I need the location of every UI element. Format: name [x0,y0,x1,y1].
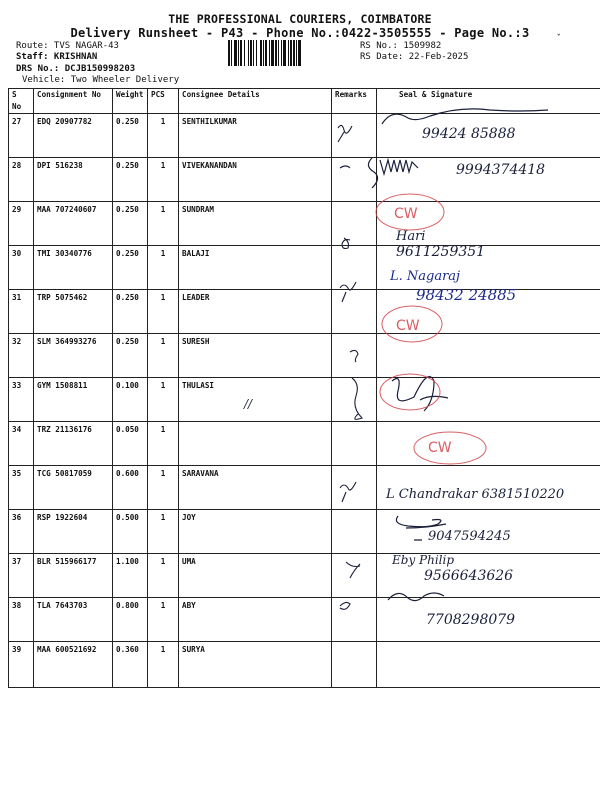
route-label: Route: TVS NAGAR-43 [16,41,119,51]
cell-consignment-no: GYM 1508811 [34,378,113,422]
cell-sno: 39 [9,642,34,688]
cell-weight: 0.250 [113,114,148,158]
hw-number-30: 9611259351 [396,244,486,260]
cell-pcs: 1 [148,466,179,510]
cell-seal-signature [377,334,600,378]
company-name: THE PROFESSIONAL COURIERS, COIMBATORE [168,12,432,26]
cell-sno: 31 [9,290,34,334]
drs-number: DRS No.: DCJB150998203 [16,64,136,74]
hw-name-30: Hari [396,229,426,244]
runsheet-title: Delivery Runsheet - P43 - Phone No.:0422-3505555 - Page No.:3 [70,26,530,40]
barcode-bar [301,40,302,66]
cell-seal-signature [377,422,600,466]
cell-pcs: 1 [148,554,179,598]
cell-remarks [332,334,377,378]
cell-remarks [332,202,377,246]
cell-consignment-no: MAA 600521692 [34,642,113,688]
table-row [9,422,600,466]
cell-seal-signature [377,510,600,554]
runsheet-table [8,88,600,688]
cell-remarks [332,378,377,422]
cell-consignee: SENTHILKUMAR [179,114,332,158]
col-header-weight: Weight [113,89,148,114]
cell-sno: 28 [9,158,34,202]
table-row [9,554,600,598]
cell-pcs: 1 [148,422,179,466]
cell-consignment-no: TMI 30340776 [34,246,113,290]
cell-consignee: JOY [179,510,332,554]
tick-mark-icon: ˇ [556,34,562,44]
cell-remarks [332,290,377,334]
cell-consignee: ABY [179,598,332,642]
cell-weight: 0.250 [113,290,148,334]
cell-seal-signature [377,246,600,290]
table-row [9,378,600,422]
cell-consignment-no: DPI 516238 [34,158,113,202]
cell-seal-signature [377,378,600,422]
barcode-image [228,40,356,66]
col-header-remarks: Remarks [332,89,377,114]
cell-sno: 29 [9,202,34,246]
table-row [9,202,600,246]
cell-remarks [332,510,377,554]
cell-remarks [332,246,377,290]
cell-sno: 37 [9,554,34,598]
hw-name-31: L. Nagaraj [390,269,461,284]
hw-number-31: 98432 24885 [416,286,517,304]
cell-remarks [332,158,377,202]
cell-seal-signature [377,554,600,598]
cell-sno: 35 [9,466,34,510]
hw-number-38: 9566643626 [424,568,514,584]
cell-consignment-no: TRZ 21136176 [34,422,113,466]
cell-seal-signature [377,598,600,642]
rs-number: RS No.: 1509982 [360,41,442,51]
cell-consignment-no: TCG 50817059 [34,466,113,510]
cell-seal-signature [377,202,600,246]
cell-consignee: LEADER [179,290,332,334]
table-header-row [9,89,600,114]
cell-weight: 0.800 [113,598,148,642]
cell-pcs: 1 [148,202,179,246]
vehicle-label: Vehicle: Two Wheeler Delivery [22,75,180,85]
cell-sno: 38 [9,598,34,642]
stamp-text-32: CW [396,318,420,334]
rs-date: RS Date: 22-Feb-2025 [360,52,469,62]
table-row [9,290,600,334]
cell-sno: 36 [9,510,34,554]
table-row [9,642,600,688]
cell-weight: 0.360 [113,642,148,688]
cell-consignment-no: RSP 1922604 [34,510,113,554]
hw-number-28: 9994374418 [456,162,546,178]
cell-consignment-no: TRP 5075462 [34,290,113,334]
hw-name-38: Eby Philip [392,553,455,567]
cell-weight: 0.250 [113,334,148,378]
table-row [9,334,600,378]
table-row [9,466,600,510]
staff-label: Staff: KRISHNAN [16,52,98,62]
cell-remarks [332,554,377,598]
cell-sno: 30 [9,246,34,290]
cell-consignee: VIVEKANANDAN [179,158,332,202]
hw-number-37: 9047594245 [428,529,511,544]
col-header-consignment: Consignment No [34,89,113,114]
cell-weight: 0.250 [113,246,148,290]
cell-sno: 34 [9,422,34,466]
cell-pcs: 1 [148,246,179,290]
cell-pcs: 1 [148,378,179,422]
cell-weight: 1.100 [113,554,148,598]
cell-weight: 0.250 [113,202,148,246]
hw-number-27: 99424 85888 [422,126,516,142]
col-header-sno: S No [9,89,34,114]
table-row [9,114,600,158]
cell-remarks [332,466,377,510]
col-header-signature: Seal & Signature [377,89,600,114]
cell-consignee: SARAVANA [179,466,332,510]
cell-pcs: 1 [148,290,179,334]
cell-remarks [332,114,377,158]
cell-consignee: SUNDRAM [179,202,332,246]
cell-weight: 0.050 [113,422,148,466]
cell-remarks [332,598,377,642]
table-row [9,510,600,554]
cell-remarks [332,422,377,466]
col-header-consignee: Consignee Details [179,89,332,114]
cell-sno: 33 [9,378,34,422]
cell-pcs: 1 [148,510,179,554]
stamp-text-29: CW [394,206,418,222]
cell-weight: 0.100 [113,378,148,422]
cell-consignment-no: TLA 7643703 [34,598,113,642]
cell-seal-signature [377,290,600,334]
cell-consignee: UMA [179,554,332,598]
cell-consignee: BALAJI [179,246,332,290]
cell-pcs: 1 [148,334,179,378]
cell-consignment-no: BLR 515966177 [34,554,113,598]
cell-pcs: 1 [148,114,179,158]
cell-consignee: THULASI [179,378,332,422]
cell-consignee [179,422,332,466]
cell-pcs: 1 [148,642,179,688]
table-row [9,598,600,642]
table-row [9,158,600,202]
hw-number-39: 7708298079 [426,612,516,628]
cell-sno: 32 [9,334,34,378]
cell-seal-signature [377,158,600,202]
cell-consignment-no: SLM 364993276 [34,334,113,378]
cell-consignee: SURESH [179,334,332,378]
cell-weight: 0.250 [113,158,148,202]
cell-seal-signature [377,642,600,688]
table-row [9,246,600,290]
cell-consignee: SURYA [179,642,332,688]
cell-consignment-no: MAA 707240607 [34,202,113,246]
stamp-text-35: CW [428,440,452,456]
hw-text-36: L Chandrakar 6381510220 [386,487,565,502]
cell-pcs: 1 [148,158,179,202]
cell-remarks [332,642,377,688]
col-header-pcs: PCS [148,89,179,114]
cell-weight: 0.500 [113,510,148,554]
cell-sno: 27 [9,114,34,158]
cell-consignment-no: EDQ 20907782 [34,114,113,158]
cell-weight: 0.600 [113,466,148,510]
cell-seal-signature [377,114,600,158]
hw-mark-34: // [244,397,253,411]
cell-seal-signature [377,466,600,510]
cell-pcs: 1 [148,598,179,642]
